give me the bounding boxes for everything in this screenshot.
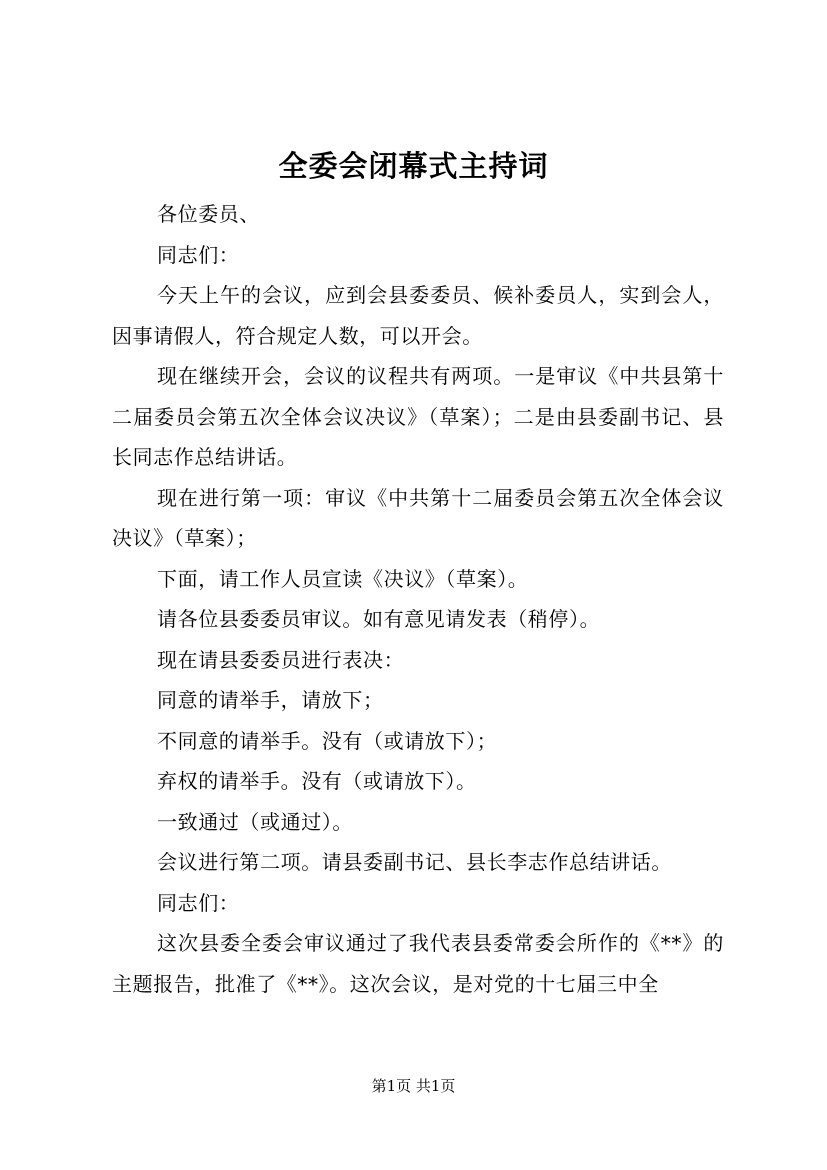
paragraph: 同志们： (157, 890, 240, 915)
paragraph: 同志们： (157, 242, 240, 267)
paragraph: 今天上午的会议，应到会县委委员、候补委员人，实到会人，因事请假人，符合规定人数，可以开会。 (112, 283, 724, 348)
paragraph: 现在进行第一项：审议《中共第十二届委员会第五次全体会议决议》（草案）； (112, 485, 724, 550)
paragraph: 弃权的请举手。没有（或请放下）。 (157, 769, 477, 793)
paragraph: 会议进行第二项。请县委副书记、县长李志作总结讲话。 (157, 850, 672, 874)
document-body (112, 194, 724, 1004)
paragraph: 现在继续开会，会议的议程共有两项。一是审议《中共县第十二届委员会第五次全体会议决议》（草案）；二是由县委副书记、县长同志作总结讲话。 (112, 364, 724, 469)
paragraph: 一致通过（或通过）。 (157, 809, 353, 834)
paragraph: 请各位县委委员审议。如有意见请发表（稍停）。 (157, 607, 601, 631)
paragraph: 这次县委全委会审议通过了我代表县委常委会所作的《**》的主题报告，批准了《**》。这次会议，是对党的十七届三中全 (112, 931, 724, 996)
paragraph: 同意的请举手，请放下； (157, 688, 384, 712)
paragraph: 不同意的请举手。没有（或请放下）； (157, 728, 498, 753)
paragraph: 下面，请工作人员宣读《决议》（草案）。 (157, 566, 529, 591)
paragraph: 各位委员、 (157, 202, 260, 226)
page-number-footer: 第1页 共1页 (371, 1077, 456, 1095)
document-title: 全委会闭幕式主持词 (278, 149, 549, 183)
paragraph: 现在请县委委员进行表决： (157, 647, 405, 672)
